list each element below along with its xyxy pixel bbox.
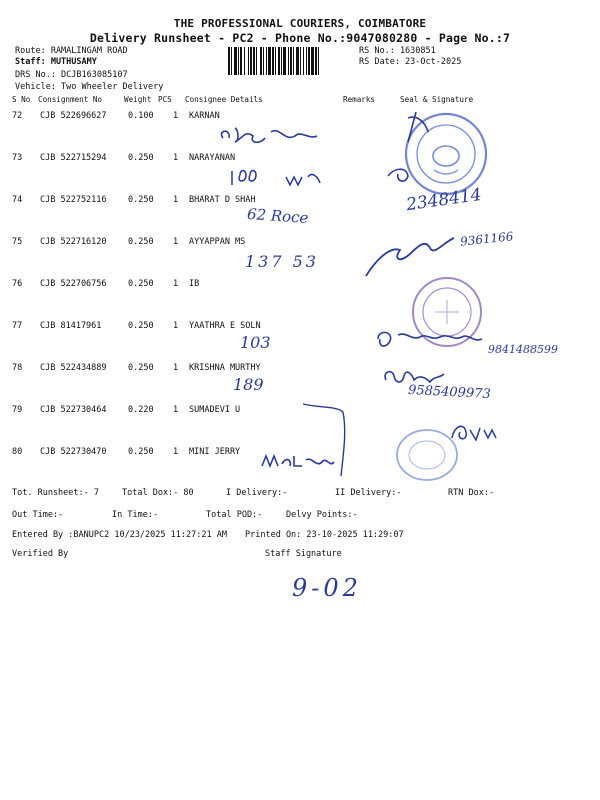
- total-dox: Total Dox:- 80: [122, 488, 194, 498]
- table-row-consignee: AYYAPPAN MS: [189, 237, 246, 247]
- handwritten-signature-row80: [258, 450, 338, 472]
- handwritten-signature-row72-right: [378, 106, 448, 196]
- table-row-weight: 0.250: [128, 195, 154, 205]
- col-sno: S No: [12, 95, 31, 104]
- table-row-sno: 72: [12, 111, 23, 121]
- table-row-consignee: KARNAN: [189, 111, 220, 121]
- table-row-consignment: CJB 522434889: [40, 363, 107, 373]
- table-row-pcs: 1: [173, 195, 179, 205]
- printed-on: Printed On: 23-10-2025 11:29:07: [245, 530, 404, 540]
- table-row-consignee: KRISHNA MURTHY: [189, 363, 261, 373]
- table-row-pcs: 1: [173, 279, 179, 289]
- handwritten-signature-row79: [448, 418, 508, 448]
- handwritten-signature-row72: [215, 120, 325, 148]
- table-row-pcs: 1: [173, 153, 179, 163]
- handwritten-signature-row75: [360, 232, 460, 282]
- table-row-weight: 0.220: [128, 405, 154, 415]
- vehicle-label: Vehicle: Two Wheeler Delivery: [15, 82, 164, 92]
- col-seal-signature: Seal & Signature: [400, 95, 474, 104]
- table-row-pcs: 1: [173, 321, 179, 331]
- barcode: [228, 47, 356, 75]
- table-row-sno: 80: [12, 447, 23, 457]
- total-pod: Total POD:-: [206, 510, 263, 520]
- tot-runsheet: Tot. Runsheet:- 7: [12, 488, 99, 498]
- table-row-pcs: 1: [173, 405, 179, 415]
- handwritten-slash-mark: [295, 400, 355, 482]
- out-time: Out Time:-: [12, 510, 64, 520]
- table-row-consignee: MINI JERRY: [189, 447, 241, 457]
- table-row-consignee: IB: [189, 279, 200, 289]
- staff-signature-label: Staff Signature: [265, 549, 342, 559]
- handwritten-remark-row78: 189: [233, 375, 264, 394]
- table-row-consignee: SUMADEVI U: [189, 405, 241, 415]
- seal-stamp-middle: [407, 272, 487, 352]
- handwritten-remark-row74: 62 Roce: [246, 204, 310, 228]
- table-row-sno: 74: [12, 195, 23, 205]
- handwritten-signature-row77: [372, 325, 492, 353]
- handwritten-remark-row77: 103: [240, 333, 271, 352]
- table-row-consignment: CJB 522715294: [40, 153, 107, 163]
- table-row-sno: 73: [12, 153, 23, 163]
- in-time: In Time:-: [112, 510, 159, 520]
- handwritten-remark-row73: [228, 165, 328, 191]
- rs-no: RS No.: 1630851: [359, 46, 436, 56]
- staff-label: Staff: MUTHUSAMY: [15, 57, 97, 67]
- handwritten-remark-row75: 137 53: [245, 252, 319, 271]
- table-row-weight: 0.250: [128, 447, 154, 457]
- verified-by: Verified By: [12, 549, 69, 559]
- col-consignment: Consignment No: [38, 95, 103, 104]
- handwritten-signature-row74: 2348414: [404, 184, 483, 216]
- route-label: Route: RAMALINGAM ROAD: [15, 46, 128, 56]
- handwritten-phone-row78: 9585409973: [407, 382, 492, 403]
- col-pcs: PCS: [158, 95, 172, 104]
- table-row-pcs: 1: [173, 111, 179, 121]
- handwritten-bottom-mark: 9-02: [292, 574, 362, 602]
- table-row-consignment: CJB 522752116: [40, 195, 107, 205]
- ii-delivery: II Delivery:-: [335, 488, 402, 498]
- entered-by: Entered By :BANUPC2 10/23/2025 11:27:21 AM: [12, 530, 227, 540]
- table-row-consignment: CJB 522730470: [40, 447, 107, 457]
- table-row-consignment: CJB 522706756: [40, 279, 107, 289]
- handwritten-phone-row77: 9841488599: [488, 343, 558, 356]
- table-row-consignment: CJB 81417961: [40, 321, 102, 331]
- runsheet-title: Delivery Runsheet - PC2 - Phone No.:9047080280 - Page No.:7: [89, 31, 511, 45]
- table-row-weight: 0.250: [128, 363, 154, 373]
- table-row-pcs: 1: [173, 237, 179, 247]
- table-row-sno: 77: [12, 321, 23, 331]
- table-row-sno: 76: [12, 279, 23, 289]
- table-row-weight: 0.100: [128, 111, 154, 121]
- i-delivery: I Delivery:-: [226, 488, 288, 498]
- table-row-weight: 0.250: [128, 237, 154, 247]
- table-row-weight: 0.250: [128, 321, 154, 331]
- table-row-sno: 75: [12, 237, 23, 247]
- table-row-sno: 78: [12, 363, 23, 373]
- rtn-dox: RTN Dox:-: [448, 488, 495, 498]
- company-title: THE PROFESSIONAL COURIERS, COIMBATORE: [173, 17, 427, 30]
- table-row-consignee: NARAYANAN: [189, 153, 236, 163]
- handwritten-phone-row75: 9361166: [459, 229, 515, 249]
- delvy-points: Delvy Points:-: [286, 510, 358, 520]
- table-row-consignment: CJB 522730464: [40, 405, 107, 415]
- col-weight: Weight: [124, 95, 152, 104]
- col-remarks: Remarks: [343, 95, 376, 104]
- table-row-weight: 0.250: [128, 153, 154, 163]
- table-row-consignment: CJB 522696627: [40, 111, 107, 121]
- table-row-sno: 79: [12, 405, 23, 415]
- table-row-pcs: 1: [173, 447, 179, 457]
- table-row-consignee: YAATHRA E SOLN: [189, 321, 261, 331]
- table-row-consignee: BHARAT D SHAH: [189, 195, 256, 205]
- table-row-pcs: 1: [173, 363, 179, 373]
- table-row-consignment: CJB 522716120: [40, 237, 107, 247]
- table-row-weight: 0.250: [128, 279, 154, 289]
- drs-label: DRS No.: DCJB163085107: [15, 70, 128, 80]
- col-consignee: Consignee Details: [185, 95, 263, 104]
- rs-date: RS Date: 23-Oct-2025: [359, 57, 462, 67]
- seal-stamp-bottom: [392, 425, 462, 485]
